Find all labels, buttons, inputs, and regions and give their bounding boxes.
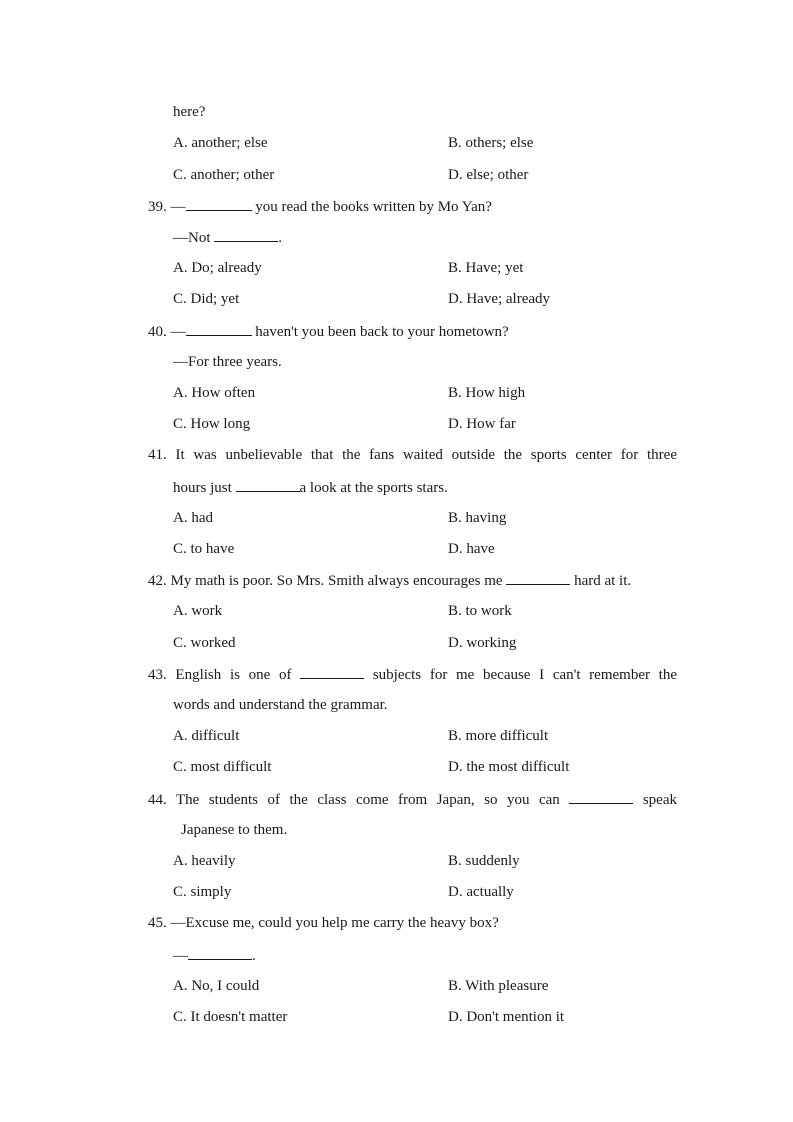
q41-stem-post: a look at the sports stars. [299,480,448,496]
q44-stem-line1 [148,789,677,810]
q45-option-a: A. No, I could [173,978,260,994]
q43-option-c: C. most difficult [173,759,272,775]
q43-stem-line2: words and understand the grammar. [173,697,388,713]
q39-reply-post: . [278,230,282,246]
q45-reply-post: . [252,948,256,964]
q45-option-b: B. With pleasure [448,978,549,994]
q40-option-a: A. How often [173,385,256,401]
q43-option-a: A. difficult [173,728,240,744]
q44-option-a: A. heavily [173,853,236,869]
q39-blank [186,196,252,211]
q39-number: 39. [148,199,167,215]
q39-option-d: D. Have; already [448,291,551,307]
q43-blank [300,664,364,679]
q40-stem-text: haven't you been back to your hometown? [251,324,509,340]
q40-blank [186,321,252,336]
q44-option-b: B. suddenly [448,853,520,869]
q42-stem-post: hard at it. [570,573,632,589]
q39-option-b: B. Have; yet [448,260,524,276]
q42-option-a: A. work [173,603,223,619]
q40-option-b: B. How high [448,385,526,401]
q42-option-d: D. working [448,635,517,651]
q40-reply: —For three years. [173,354,282,370]
q45-reply-blank [188,945,252,960]
q39-reply [173,227,282,248]
q38-option-c: C. another; other [173,167,275,183]
q39-dash: — [170,199,186,215]
q41-stem-line2 [173,477,448,498]
q41-blank [236,477,300,492]
q42-option-c: C. worked [173,635,236,651]
q45-reply [173,945,256,966]
q45-number: 45. [148,915,167,931]
q42-stem-pre: 42. My math is poor. So Mrs. Smith always encourages me [148,573,507,589]
q40-number: 40. [148,324,167,340]
q42-stem [148,570,631,591]
q38-stem-tail: here? [173,104,206,120]
q40-stem [148,321,509,342]
q39-stem-text: you read the books written by Mo Yan? [251,199,492,215]
q43-stem-post: subjects for me because I can't remember the [364,667,677,683]
q42-option-b: B. to work [448,603,512,619]
q44-blank [569,789,633,804]
q39-reply-blank [214,227,278,242]
q38-option-d: D. else; other [448,167,529,183]
q39-reply-pre: —Not [173,230,215,246]
q41-option-d: D. have [448,541,495,557]
q41-option-b: B. having [448,510,507,526]
q40-option-c: C. How long [173,416,251,432]
q38-option-a: A. another; else [173,135,268,151]
q40-option-d: D. How far [448,416,516,432]
q43-option-b: B. more difficult [448,728,549,744]
q41-stem-pre: hours just [173,480,236,496]
q41-option-a: A. had [173,510,213,526]
q45-option-c: C. It doesn't matter [173,1009,288,1025]
q44-option-d: D. actually [448,884,514,900]
q44-option-c: C. simply [173,884,232,900]
q42-blank [506,570,570,585]
q40-dash: — [170,324,186,340]
q45-option-d: D. Don't mention it [448,1009,565,1025]
q44-stem-pre: 44. The students of the class come from Japan, so you can [148,792,570,808]
q45-reply-pre: — [173,948,188,964]
q45-stem [148,913,499,933]
q44-stem-post: speak [633,792,677,808]
q39-stem [148,196,492,217]
q45-stem-text: —Excuse me, could you help me carry the heavy box? [170,915,499,931]
q43-option-d: D. the most difficult [448,759,570,775]
q43-stem-line1 [148,664,677,685]
q38-option-b: B. others; else [448,135,534,151]
q41-option-c: C. to have [173,541,235,557]
q44-stem-line2: Japanese to them. [181,822,288,838]
q39-option-a: A. Do; already [173,260,262,276]
q43-stem-pre: 43. English is one of [148,667,301,683]
q39-option-c: C. Did; yet [173,291,240,307]
q41-stem-line1: 41. It was unbelievable that the fans waited outside the sports center for three [148,447,677,463]
